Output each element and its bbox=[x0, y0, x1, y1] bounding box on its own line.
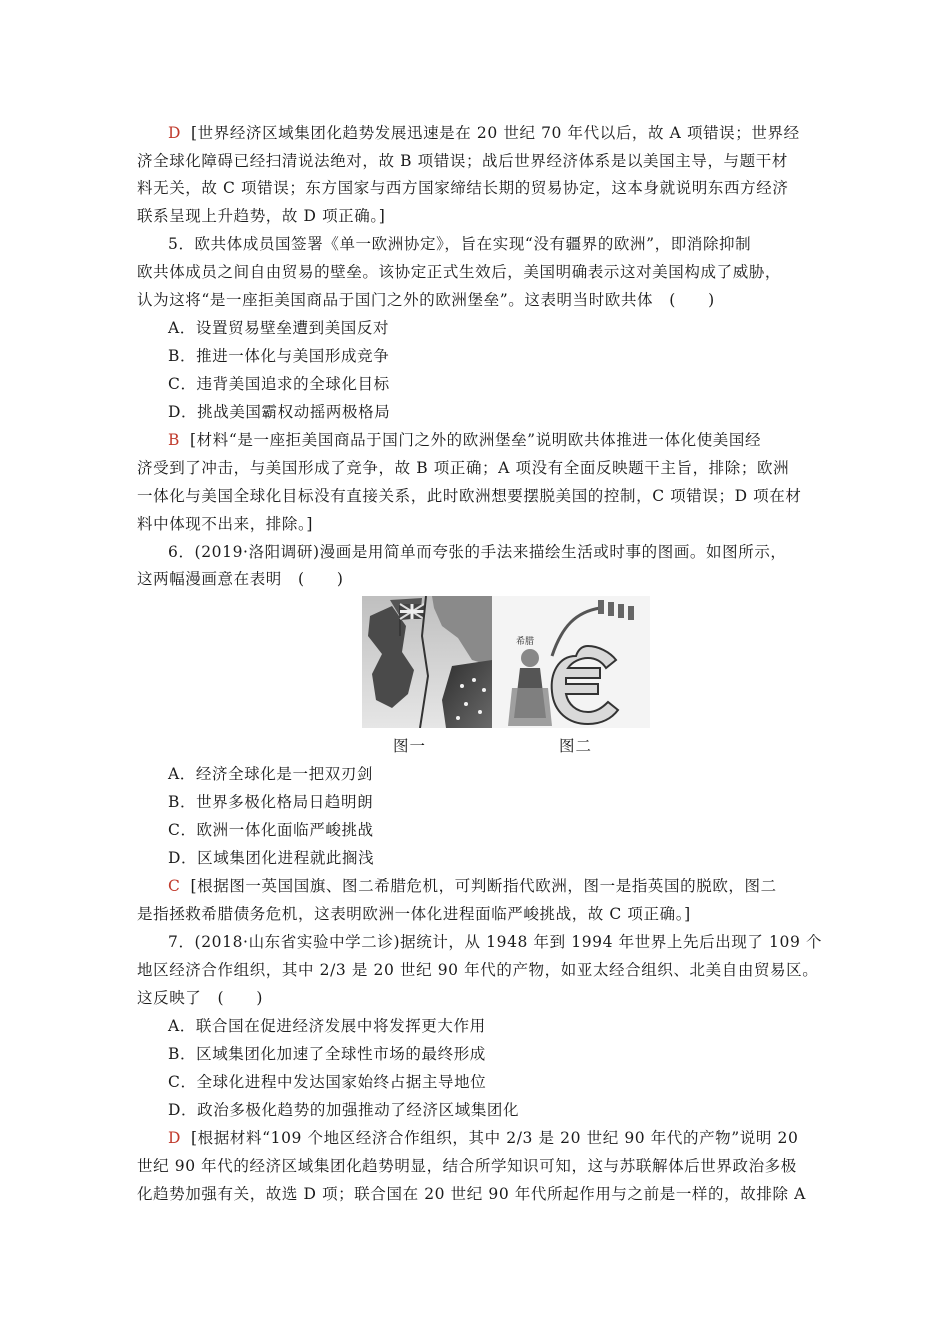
figure-caption-two: 图二 bbox=[559, 737, 593, 755]
q6-answer-line-2: 是指拯救希腊债务危机，这表明欧洲一体化进程面临严峻挑战，故 C 项正确。] bbox=[137, 905, 691, 923]
q5-answer-line-1 bbox=[168, 430, 848, 450]
figure-caption-one: 图一 bbox=[393, 737, 427, 755]
q5-answer-letter: B bbox=[168, 431, 180, 449]
q7-answer-letter: D bbox=[168, 1129, 182, 1147]
q5-option-a: A．设置贸易壁垒遭到美国反对 bbox=[168, 319, 390, 337]
q5-option-d: D．挑战美国霸权动摇两极格局 bbox=[168, 403, 391, 421]
q4-answer-line-1 bbox=[168, 123, 848, 143]
greece-label: 希腊 bbox=[516, 636, 535, 646]
q5-answer-line-4: 料中体现不出来，排除。] bbox=[137, 515, 313, 533]
q7-stem-line-3: 这反映了 ( ) bbox=[137, 989, 263, 1007]
q7-option-b: B．区域集团化加速了全球性市场的最终形成 bbox=[168, 1045, 486, 1063]
q6-option-b: B．世界多极化格局日趋明朗 bbox=[168, 793, 374, 811]
q5-stem-line-2: 欧共体成员之间自由贸易的壁垒。该协定正式生效后，美国明确表示这对美国构成了威胁， bbox=[137, 263, 782, 281]
q7-option-c: C．全球化进程中发达国家始终占据主导地位 bbox=[168, 1073, 487, 1091]
q4-answer-line-2: 济全球化障碍已经扫清说法绝对，故 B 项错误；战后世界经济体系是以美国主导，与题干材 bbox=[137, 152, 788, 170]
cartoon-panel-one bbox=[362, 596, 492, 728]
q5-option-c: C．违背美国追求的全球化目标 bbox=[168, 375, 390, 393]
q6-answer-text: [根据图一英国国旗、图二希腊危机，可判断指代欧洲，图一是指英国的脱欧，图二 bbox=[190, 877, 777, 895]
q6-option-a: A．经济全球化是一把双刃剑 bbox=[168, 765, 373, 783]
q7-stem-line-2: 地区经济合作组织，其中 2/3 是 20 世纪 90 年代的产物，如亚太经合组织、北美自由贸易区。 bbox=[137, 961, 819, 979]
q7-option-a: A．联合国在促进经济发展中将发挥更大作用 bbox=[168, 1017, 486, 1035]
q7-answer-text: [根据材料“109 个地区经济合作组织，其中 2/3 是 20 世纪 90 年代的产物”说明 20 bbox=[191, 1129, 799, 1147]
q5-answer-text: [材料“是一座拒美国商品于国门之外的欧洲堡垒”说明欧共体推进一体化使美国经 bbox=[190, 431, 762, 449]
q4-answer-text: [世界经济区域集团化趋势发展迅速是在 20 世纪 70 年代以后，故 A 项错误；世界经 bbox=[191, 124, 800, 142]
q5-answer-line-3: 一体化与美国全球化目标没有直接关系，此时欧洲想要摆脱美国的控制，C 项错误；D 项在材 bbox=[137, 487, 802, 505]
q4-answer-line-3: 料无关，故 C 项错误；东方国家与西方国家缔结长期的贸易协定，这本身就说明东西方经济 bbox=[137, 179, 789, 197]
cartoon-image bbox=[362, 596, 650, 728]
q6-option-c: C．欧洲一体化面临严峻挑战 bbox=[168, 821, 374, 839]
q5-stem-line-1: 5．欧共体成员国签署《单一欧洲协定》，旨在实现“没有疆界的欧洲”，即消除抑制 bbox=[168, 235, 752, 253]
q7-answer-line-1 bbox=[168, 1128, 848, 1148]
q5-option-b: B．推进一体化与美国形成竞争 bbox=[168, 347, 390, 365]
q6-answer-letter: C bbox=[168, 877, 181, 895]
q6-answer-line-1 bbox=[168, 876, 848, 896]
q6-stem-line-2: 这两幅漫画意在表明 ( ) bbox=[137, 570, 344, 588]
q7-answer-line-2: 世纪 90 年代的经济区域集团化趋势明显，结合所学知识可知，这与苏联解体后世界政治多极 bbox=[137, 1157, 797, 1175]
q4-answer-line-4: 联系呈现上升趋势，故 D 项正确。] bbox=[137, 207, 386, 225]
q6-option-d: D．区域集团化进程就此搁浅 bbox=[168, 849, 375, 867]
cartoon-figure bbox=[362, 596, 650, 728]
q5-answer-line-2: 济受到了冲击，与美国形成了竞争，故 B 项正确；A 项没有全面反映题干主旨，排除；欧洲 bbox=[137, 459, 790, 477]
q5-stem-line-3: 认为这将“是一座拒美国商品于国门之外的欧洲堡垒”。这表明当时欧共体 ( ) bbox=[137, 291, 715, 309]
q7-answer-line-3: 化趋势加强有关，故选 D 项；联合国在 20 世纪 90 年代所起作用与之前是一样的，故排除 A bbox=[137, 1185, 806, 1203]
q7-option-d: D．政治多极化趋势的加强推动了经济区域集团化 bbox=[168, 1101, 520, 1119]
q6-stem-line-1: 6．(2019·洛阳调研)漫画是用简单而夸张的手法来描绘生活或时事的图画。如图所示， bbox=[168, 543, 787, 561]
q7-stem-line-1: 7．(2018·山东省实验中学二诊)据统计，从 1948 年到 1994 年世界上先后出现了 109 个 bbox=[168, 933, 823, 951]
cartoon-panel-two bbox=[492, 596, 650, 728]
q4-answer-letter: D bbox=[168, 124, 182, 142]
